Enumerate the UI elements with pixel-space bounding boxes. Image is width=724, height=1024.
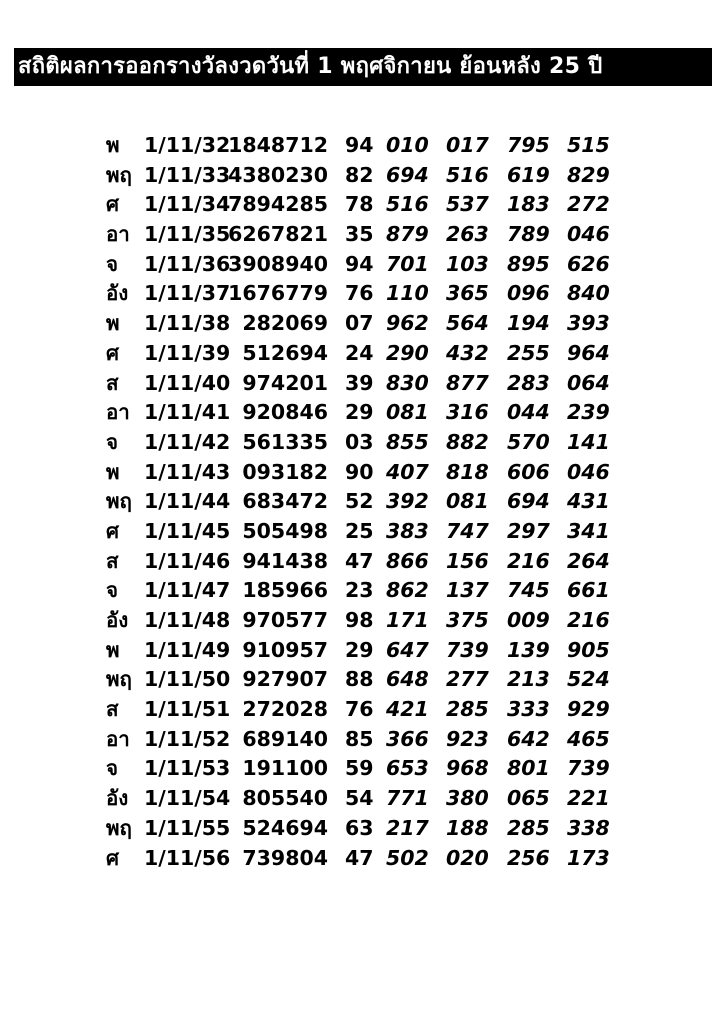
day-cell: ส <box>106 697 119 722</box>
three-digit-cell: 044 <box>507 400 550 425</box>
three-digit-cell: 661 <box>567 578 610 603</box>
day-cell: อา <box>106 222 130 247</box>
date-cell: 1/11/44 <box>144 489 231 514</box>
three-digit-cell: 217 <box>386 815 429 840</box>
table-row <box>0 339 724 369</box>
first-prize-cell: 739804 <box>242 845 328 870</box>
three-digit-cell: 096 <box>507 281 550 306</box>
three-digit-cell: 432 <box>446 340 489 365</box>
date-cell: 1/11/32 <box>144 133 231 157</box>
three-digit-cell: 570 <box>507 429 550 454</box>
three-digit-cell: 431 <box>567 489 610 514</box>
table-row <box>0 131 724 161</box>
three-digit-cell: 081 <box>386 400 429 425</box>
day-cell: อา <box>106 726 130 751</box>
three-digit-cell: 929 <box>567 697 610 722</box>
three-digit-cell: 516 <box>386 192 429 217</box>
date-cell: 1/11/49 <box>144 637 231 662</box>
first-prize-cell: 4380230 <box>228 162 328 187</box>
two-digit-cell: 94 <box>345 251 374 276</box>
three-digit-cell: 962 <box>386 311 429 336</box>
three-digit-cell: 393 <box>567 311 610 336</box>
table-row <box>0 309 724 339</box>
three-digit-cell: 046 <box>567 222 610 247</box>
first-prize-cell: 185966 <box>242 578 328 603</box>
first-prize-cell: 505498 <box>242 518 328 543</box>
first-prize-cell: 927907 <box>242 667 328 692</box>
three-digit-cell: 283 <box>507 370 550 395</box>
day-cell: จ <box>106 578 119 603</box>
three-digit-cell: 502 <box>386 845 429 870</box>
day-cell: อัง <box>106 786 129 811</box>
three-digit-cell: 818 <box>446 459 489 484</box>
three-digit-cell: 380 <box>446 786 489 811</box>
day-cell: อา <box>106 400 130 425</box>
three-digit-cell: 137 <box>446 578 489 603</box>
three-digit-cell: 255 <box>507 340 550 365</box>
three-digit-cell: 017 <box>446 133 489 157</box>
date-cell: 1/11/53 <box>144 756 231 781</box>
date-cell: 1/11/46 <box>144 548 231 573</box>
date-cell: 1/11/36 <box>144 251 231 276</box>
date-cell: 1/11/54 <box>144 786 231 811</box>
date-cell: 1/11/55 <box>144 815 231 840</box>
three-digit-cell: 213 <box>507 667 550 692</box>
three-digit-cell: 421 <box>386 697 429 722</box>
first-prize-cell: 191100 <box>242 756 328 781</box>
date-cell: 1/11/52 <box>144 726 231 751</box>
table-row <box>0 517 724 547</box>
three-digit-cell: 701 <box>386 251 429 276</box>
two-digit-cell: 07 <box>345 311 374 336</box>
three-digit-cell: 065 <box>507 786 550 811</box>
day-cell: พฤ <box>106 815 132 840</box>
table-row <box>0 725 724 755</box>
two-digit-cell: 29 <box>345 400 374 425</box>
first-prize-cell: 6267821 <box>228 222 328 247</box>
two-digit-cell: 88 <box>345 667 374 692</box>
three-digit-cell: 139 <box>507 637 550 662</box>
date-cell: 1/11/37 <box>144 281 231 306</box>
table-row <box>0 428 724 458</box>
day-cell: จ <box>106 429 119 454</box>
three-digit-cell: 277 <box>446 667 489 692</box>
three-digit-cell: 020 <box>446 845 489 870</box>
three-digit-cell: 877 <box>446 370 489 395</box>
three-digit-cell: 239 <box>567 400 610 425</box>
table-row <box>0 250 724 280</box>
three-digit-cell: 256 <box>507 845 550 870</box>
first-prize-cell: 910957 <box>242 637 328 662</box>
three-digit-cell: 642 <box>507 726 550 751</box>
three-digit-cell: 862 <box>386 578 429 603</box>
three-digit-cell: 171 <box>386 608 429 632</box>
day-cell: ส <box>106 370 119 395</box>
day-cell: ศ <box>106 518 120 543</box>
table-row <box>0 369 724 399</box>
first-prize-cell: 689140 <box>242 726 328 751</box>
three-digit-cell: 968 <box>446 756 489 781</box>
three-digit-cell: 188 <box>446 815 489 840</box>
three-digit-cell: 619 <box>507 162 550 187</box>
two-digit-cell: 63 <box>345 815 374 840</box>
three-digit-cell: 866 <box>386 548 429 573</box>
three-digit-cell: 216 <box>567 608 610 632</box>
date-cell: 1/11/38 <box>144 311 231 336</box>
day-cell: พฤ <box>106 489 132 514</box>
table-row <box>0 398 724 428</box>
two-digit-cell: 47 <box>345 548 374 573</box>
day-cell: ศ <box>106 340 120 365</box>
day-cell: พฤ <box>106 162 132 187</box>
three-digit-cell: 516 <box>446 162 489 187</box>
two-digit-cell: 98 <box>345 608 374 632</box>
table-row <box>0 844 724 874</box>
three-digit-cell: 263 <box>446 222 489 247</box>
date-cell: 1/11/40 <box>144 370 231 395</box>
table-row <box>0 695 724 725</box>
three-digit-cell: 694 <box>386 162 429 187</box>
first-prize-cell: 561335 <box>242 429 328 454</box>
two-digit-cell: 24 <box>345 340 374 365</box>
three-digit-cell: 103 <box>446 251 489 276</box>
three-digit-cell: 882 <box>446 429 489 454</box>
day-cell: ส <box>106 548 119 573</box>
three-digit-cell: 515 <box>567 133 610 157</box>
three-digit-cell: 855 <box>386 429 429 454</box>
two-digit-cell: 23 <box>345 578 374 603</box>
first-prize-cell: 512694 <box>242 340 328 365</box>
table-row <box>0 576 724 606</box>
three-digit-cell: 653 <box>386 756 429 781</box>
day-cell: จ <box>106 756 119 781</box>
date-cell: 1/11/39 <box>144 340 231 365</box>
first-prize-cell: 3908940 <box>228 251 328 276</box>
three-digit-cell: 194 <box>507 311 550 336</box>
first-prize-cell: 093182 <box>242 459 328 484</box>
three-digit-cell: 316 <box>446 400 489 425</box>
day-cell: ศ <box>106 192 120 217</box>
three-digit-cell: 747 <box>446 518 489 543</box>
three-digit-cell: 156 <box>446 548 489 573</box>
two-digit-cell: 03 <box>345 429 374 454</box>
three-digit-cell: 392 <box>386 489 429 514</box>
date-cell: 1/11/41 <box>144 400 231 425</box>
two-digit-cell: 90 <box>345 459 374 484</box>
day-cell: พฤ <box>106 667 132 692</box>
day-cell: อัง <box>106 281 129 306</box>
two-digit-cell: 94 <box>345 133 374 157</box>
table-row <box>0 220 724 250</box>
first-prize-cell: 683472 <box>242 489 328 514</box>
lottery-results-table <box>0 131 724 873</box>
three-digit-cell: 626 <box>567 251 610 276</box>
three-digit-cell: 009 <box>507 608 550 632</box>
three-digit-cell: 366 <box>386 726 429 751</box>
three-digit-cell: 375 <box>446 608 489 632</box>
two-digit-cell: 76 <box>345 697 374 722</box>
two-digit-cell: 82 <box>345 162 374 187</box>
two-digit-cell: 39 <box>345 370 374 395</box>
day-cell: จ <box>106 251 119 276</box>
first-prize-cell: 272028 <box>242 697 328 722</box>
two-digit-cell: 54 <box>345 786 374 811</box>
page-title: สถิติผลการออกรางวัลงวดวันที่ 1 พฤศจิกายน ย้อนหลัง 25 ปี <box>14 48 712 86</box>
first-prize-cell: 974201 <box>242 370 328 395</box>
three-digit-cell: 338 <box>567 815 610 840</box>
day-cell: พ <box>106 133 120 157</box>
day-cell: ศ <box>106 845 120 870</box>
three-digit-cell: 285 <box>507 815 550 840</box>
date-cell: 1/11/50 <box>144 667 231 692</box>
three-digit-cell: 739 <box>446 637 489 662</box>
first-prize-cell: 941438 <box>242 548 328 573</box>
two-digit-cell: 76 <box>345 281 374 306</box>
day-cell: พ <box>106 459 120 484</box>
three-digit-cell: 801 <box>507 756 550 781</box>
date-cell: 1/11/34 <box>144 192 231 217</box>
three-digit-cell: 564 <box>446 311 489 336</box>
date-cell: 1/11/33 <box>144 162 231 187</box>
three-digit-cell: 333 <box>507 697 550 722</box>
three-digit-cell: 648 <box>386 667 429 692</box>
table-row <box>0 665 724 695</box>
three-digit-cell: 964 <box>567 340 610 365</box>
three-digit-cell: 297 <box>507 518 550 543</box>
date-cell: 1/11/35 <box>144 222 231 247</box>
three-digit-cell: 264 <box>567 548 610 573</box>
three-digit-cell: 081 <box>446 489 489 514</box>
first-prize-cell: 524694 <box>242 815 328 840</box>
date-cell: 1/11/56 <box>144 845 231 870</box>
three-digit-cell: 923 <box>446 726 489 751</box>
three-digit-cell: 789 <box>507 222 550 247</box>
three-digit-cell: 341 <box>567 518 610 543</box>
day-cell: พ <box>106 637 120 662</box>
date-cell: 1/11/42 <box>144 429 231 454</box>
three-digit-cell: 830 <box>386 370 429 395</box>
three-digit-cell: 840 <box>567 281 610 306</box>
two-digit-cell: 59 <box>345 756 374 781</box>
three-digit-cell: 110 <box>386 281 429 306</box>
three-digit-cell: 407 <box>386 459 429 484</box>
first-prize-cell: 805540 <box>242 786 328 811</box>
date-cell: 1/11/47 <box>144 578 231 603</box>
three-digit-cell: 010 <box>386 133 429 157</box>
date-cell: 1/11/45 <box>144 518 231 543</box>
date-cell: 1/11/48 <box>144 608 231 632</box>
three-digit-cell: 064 <box>567 370 610 395</box>
three-digit-cell: 183 <box>507 192 550 217</box>
three-digit-cell: 694 <box>507 489 550 514</box>
three-digit-cell: 046 <box>567 459 610 484</box>
three-digit-cell: 216 <box>507 548 550 573</box>
three-digit-cell: 879 <box>386 222 429 247</box>
two-digit-cell: 25 <box>345 518 374 543</box>
date-cell: 1/11/43 <box>144 459 231 484</box>
three-digit-cell: 606 <box>507 459 550 484</box>
first-prize-cell: 282069 <box>242 311 328 336</box>
three-digit-cell: 771 <box>386 786 429 811</box>
two-digit-cell: 47 <box>345 845 374 870</box>
date-cell: 1/11/51 <box>144 697 231 722</box>
table-row <box>0 190 724 220</box>
table-row <box>0 636 724 666</box>
three-digit-cell: 647 <box>386 637 429 662</box>
table-row <box>0 754 724 784</box>
table-row <box>0 784 724 814</box>
first-prize-cell: 1848712 <box>228 133 328 157</box>
first-prize-cell: 920846 <box>242 400 328 425</box>
table-row <box>0 279 724 309</box>
three-digit-cell: 829 <box>567 162 610 187</box>
three-digit-cell: 173 <box>567 845 610 870</box>
three-digit-cell: 365 <box>446 281 489 306</box>
three-digit-cell: 524 <box>567 667 610 692</box>
first-prize-cell: 7894285 <box>228 192 328 217</box>
table-row <box>0 547 724 577</box>
first-prize-cell: 970577 <box>242 608 328 632</box>
three-digit-cell: 272 <box>567 192 610 217</box>
table-row <box>0 161 724 191</box>
three-digit-cell: 465 <box>567 726 610 751</box>
three-digit-cell: 739 <box>567 756 610 781</box>
table-row <box>0 814 724 844</box>
three-digit-cell: 221 <box>567 786 610 811</box>
three-digit-cell: 745 <box>507 578 550 603</box>
three-digit-cell: 795 <box>507 133 550 157</box>
three-digit-cell: 537 <box>446 192 489 217</box>
day-cell: อัง <box>106 608 129 632</box>
day-cell: พ <box>106 311 120 336</box>
three-digit-cell: 141 <box>567 429 610 454</box>
three-digit-cell: 383 <box>386 518 429 543</box>
three-digit-cell: 285 <box>446 697 489 722</box>
two-digit-cell: 52 <box>345 489 374 514</box>
three-digit-cell: 905 <box>567 637 610 662</box>
table-row <box>0 606 724 636</box>
first-prize-cell: 1676779 <box>228 281 328 306</box>
two-digit-cell: 35 <box>345 222 374 247</box>
two-digit-cell: 78 <box>345 192 374 217</box>
three-digit-cell: 290 <box>386 340 429 365</box>
two-digit-cell: 29 <box>345 637 374 662</box>
three-digit-cell: 895 <box>507 251 550 276</box>
table-row <box>0 458 724 488</box>
two-digit-cell: 85 <box>345 726 374 751</box>
table-row <box>0 487 724 517</box>
